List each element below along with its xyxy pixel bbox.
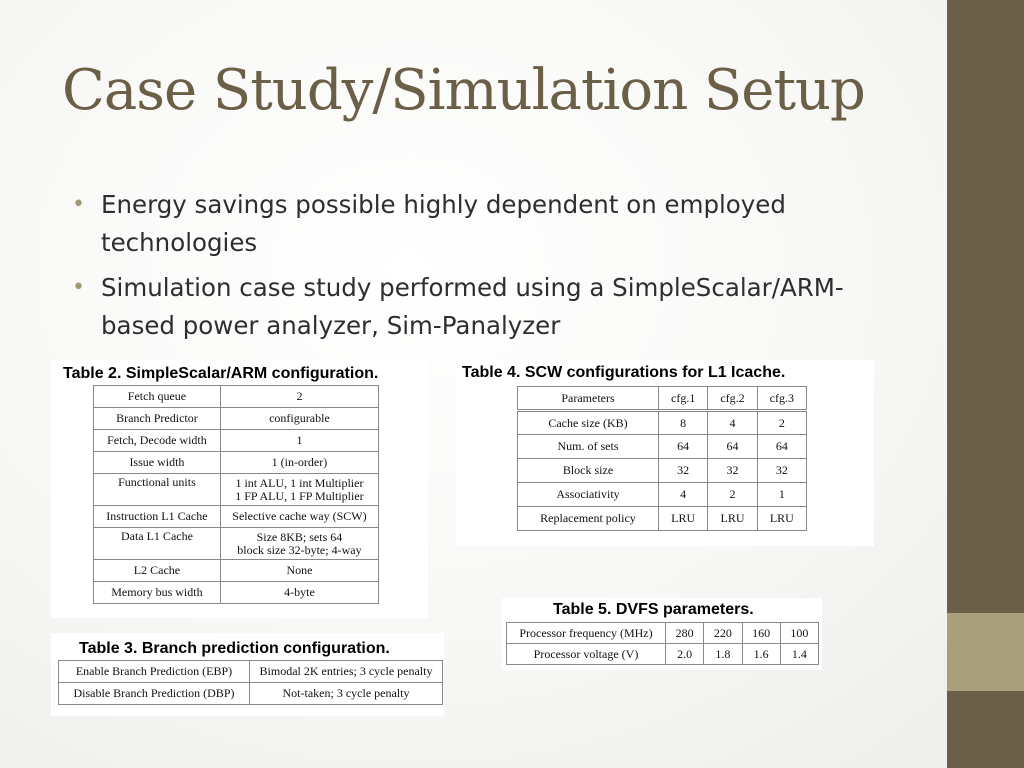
- bullet-item: [70, 186, 870, 262]
- table2-caption: Table 2. SimpleScalar/ARM configuration.: [63, 365, 379, 382]
- table-row: [94, 474, 379, 506]
- table-cell: 64: [757, 435, 806, 459]
- table5-caption: Table 5. DVFS parameters.: [553, 601, 754, 618]
- table-row: [59, 683, 443, 705]
- table-row: [94, 528, 379, 560]
- table3-caption: Table 3. Branch prediction configuration.: [79, 640, 390, 657]
- table4: [517, 386, 807, 531]
- table-cell: Functional units: [94, 474, 221, 506]
- table-header-row: [518, 387, 807, 411]
- table-cell: LRU: [757, 507, 806, 531]
- table-cell: Issue width: [94, 452, 221, 474]
- slide-title: Case Study/Simulation Setup: [62, 58, 865, 123]
- bullet-text: Simulation case study performed using a SimpleScalar/ARM-based power analyzer, Sim-Panalyzer: [101, 273, 844, 340]
- table-cell: 2: [220, 386, 378, 408]
- bullet-icon: •: [72, 275, 85, 300]
- table-header-cell: cfg.1: [659, 387, 708, 411]
- table-row: [94, 430, 379, 452]
- bullet-item: [70, 269, 870, 345]
- table-header-cell: Parameters: [518, 387, 659, 411]
- table-cell: Processor voltage (V): [507, 644, 666, 665]
- table-cell: 2.0: [666, 644, 704, 665]
- table-cell: Replacement policy: [518, 507, 659, 531]
- table-cell: Fetch queue: [94, 386, 221, 408]
- table-cell: 100: [780, 623, 818, 644]
- table-cell: 4: [659, 483, 708, 507]
- bullet-icon: •: [72, 192, 85, 217]
- table-cell: 2: [708, 483, 757, 507]
- table3: [58, 660, 443, 705]
- table-cell: 160: [742, 623, 780, 644]
- table-row: [518, 507, 807, 531]
- table-cell: Num. of sets: [518, 435, 659, 459]
- bullet-list: [70, 186, 870, 352]
- table-cell: LRU: [708, 507, 757, 531]
- table-cell: L2 Cache: [94, 560, 221, 582]
- table-row: [94, 506, 379, 528]
- bullet-text: Energy savings possible highly dependent on employed technologies: [101, 190, 786, 257]
- table-cell: Memory bus width: [94, 582, 221, 604]
- table-cell: configurable: [220, 408, 378, 430]
- table-cell: LRU: [659, 507, 708, 531]
- table5: [506, 622, 819, 665]
- table-row: [518, 411, 807, 435]
- table-cell: None: [220, 560, 378, 582]
- table2-block: [51, 360, 428, 618]
- table-cell: 32: [708, 459, 757, 483]
- table4-block: [456, 360, 874, 546]
- table-cell: 32: [659, 459, 708, 483]
- table-cell: Associativity: [518, 483, 659, 507]
- table-cell: 8: [659, 411, 708, 435]
- table-cell: 1 (in-order): [220, 452, 378, 474]
- table-cell: Size 8KB; sets 64 block size 32-byte; 4-way: [220, 528, 378, 560]
- table-cell: 1.8: [704, 644, 742, 665]
- table-cell: Cache size (KB): [518, 411, 659, 435]
- table-cell: Bimodal 2K entries; 3 cycle penalty: [250, 661, 443, 683]
- table-cell: Disable Branch Prediction (DBP): [59, 683, 250, 705]
- table-cell: 64: [659, 435, 708, 459]
- table-row: [94, 560, 379, 582]
- decorative-sidebar: [947, 0, 1024, 768]
- table-cell: 1.4: [780, 644, 818, 665]
- table5-block: [502, 598, 822, 670]
- table-row: [507, 644, 819, 665]
- table-header-cell: cfg.2: [708, 387, 757, 411]
- table-row: [507, 623, 819, 644]
- table-cell: Block size: [518, 459, 659, 483]
- table-cell: 1 int ALU, 1 int Multiplier 1 FP ALU, 1 FP Multiplier: [220, 474, 378, 506]
- table-cell: Not-taken; 3 cycle penalty: [250, 683, 443, 705]
- table-cell: 220: [704, 623, 742, 644]
- table-cell: 4: [708, 411, 757, 435]
- table-cell: 2: [757, 411, 806, 435]
- table-row: [518, 483, 807, 507]
- table-row: [518, 459, 807, 483]
- table3-block: [51, 633, 444, 716]
- table2: [93, 385, 379, 604]
- table-row: [518, 435, 807, 459]
- table-header-cell: cfg.3: [757, 387, 806, 411]
- sidebar-accent-block: [947, 613, 1024, 691]
- table-cell: Data L1 Cache: [94, 528, 221, 560]
- table-row: [94, 408, 379, 430]
- table-cell: Fetch, Decode width: [94, 430, 221, 452]
- table-row: [94, 582, 379, 604]
- table-cell: Processor frequency (MHz): [507, 623, 666, 644]
- table-cell: 1: [220, 430, 378, 452]
- table-cell: Enable Branch Prediction (EBP): [59, 661, 250, 683]
- table-cell: 1: [757, 483, 806, 507]
- table-row: [59, 661, 443, 683]
- table-cell: 1.6: [742, 644, 780, 665]
- table-cell: 4-byte: [220, 582, 378, 604]
- table-cell: 280: [666, 623, 704, 644]
- table-cell: Instruction L1 Cache: [94, 506, 221, 528]
- table-cell: 32: [757, 459, 806, 483]
- table-row: [94, 452, 379, 474]
- table-cell: Selective cache way (SCW): [220, 506, 378, 528]
- table4-caption: Table 4. SCW configurations for L1 Icache.: [462, 364, 786, 381]
- table-cell: Branch Predictor: [94, 408, 221, 430]
- table-cell: 64: [708, 435, 757, 459]
- table-row: [94, 386, 379, 408]
